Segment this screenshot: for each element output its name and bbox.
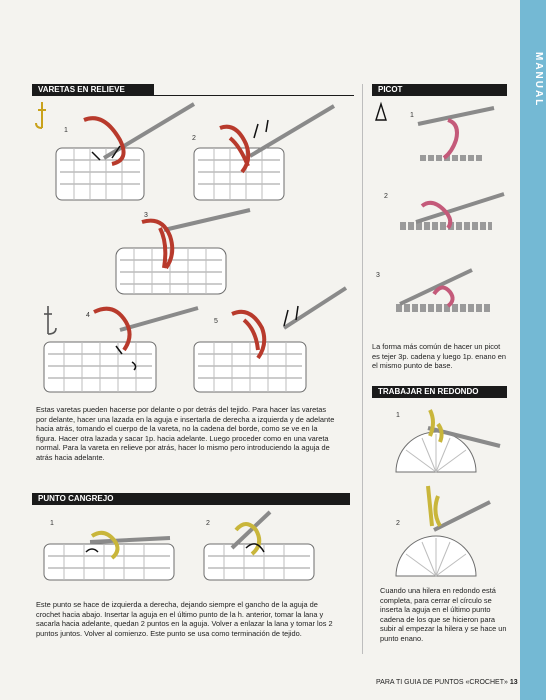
step-3-figure <box>396 270 492 308</box>
cangrejo-text: Este punto se hace de izquierda a derecha, dejando siempre el gancho de la aguja de crochet hacia abajo. Insertar la aguja en el último punto de la h. anterior, tomar la lana y sacarla hacia adelante, quedan 2 puntos en la aguja. Volver a enlazar la lana y tomar los 2 puntos juntos. Volver al comienzo. Este punto se usa como terminación de tejido. <box>36 600 333 638</box>
picot-text: La forma más común de hacer un picot es tejer 3p. cadena y luego 1p. enano en el mismo punto de base. <box>372 342 506 371</box>
section-rule <box>154 95 354 96</box>
relieve-illustrations <box>34 98 354 398</box>
step-4-figure <box>44 308 198 392</box>
step-5-figure <box>194 288 346 392</box>
column-divider <box>362 84 363 654</box>
step-2-figure <box>400 194 504 228</box>
section-heading-redondo: TRABAJAR EN REDONDO <box>372 386 507 398</box>
relieve-text: Estas varetas pueden hacerse por delante o por detrás del tejido. Para hacer las varetas por delante, hacer una lazada en la aguja e insertarla de derecha a izquierda y de adelante hacia atrás, tomando el cuerpo de la vareta, no la cadena del borde, como se ve en la figura. Hacer otra lazada y sacar 1p. hacia adelante. Luego proceder como en una vareta normal. Para la vareta en relieve por atrás, hacer lo mismo pero introduciendo la aguja de atrás hacia adelante. <box>36 405 335 462</box>
step-number: 1 <box>396 412 400 419</box>
step-number: 1 <box>410 112 414 119</box>
step-number: 3 <box>376 272 380 279</box>
step-number: 1 <box>64 127 68 134</box>
page-footer <box>376 679 518 686</box>
step-number: 2 <box>384 193 388 200</box>
redondo-text: Cuando una hilera en redondo está completa, para cerrar el círculo se inserta la aguja en el último punto cadena de los que se hicieron para subir al empezar la hilera y se hace un punto enano. <box>380 586 507 643</box>
step-1-figure <box>44 533 174 580</box>
step-2-figure <box>204 512 314 580</box>
step-number: 3 <box>144 212 148 219</box>
step-1-figure <box>418 108 494 158</box>
stitch-symbol-icon <box>36 102 46 128</box>
step-number: 2 <box>396 520 400 527</box>
step-number: 5 <box>214 318 218 325</box>
step-1-figure <box>56 104 194 200</box>
page-number: 13 <box>509 679 518 686</box>
step-number: 4 <box>86 312 90 319</box>
side-tab-label: MANUAL <box>533 52 544 108</box>
footer-text: PARA TI GUIA DE PUNTOS «CROCHET» <box>376 679 508 686</box>
step-2-figure <box>194 106 334 200</box>
redondo-illustrations <box>372 400 508 580</box>
section-heading-picot: PICOT <box>372 84 507 96</box>
step-number: 2 <box>206 520 210 527</box>
section-heading-relieve: VARETAS EN RELIEVE <box>32 84 154 96</box>
section-heading-cangrejo: PUNTO CANGREJO <box>32 493 350 505</box>
step-number: 1 <box>50 520 54 527</box>
picot-symbol-icon <box>376 104 386 120</box>
stitch-symbol-icon <box>44 306 56 334</box>
picot-illustrations <box>372 98 508 338</box>
step-1-figure <box>396 410 500 472</box>
step-number: 2 <box>192 135 196 142</box>
cangrejo-illustrations <box>34 508 334 588</box>
step-2-figure <box>396 486 490 576</box>
step-3-figure <box>116 210 250 294</box>
